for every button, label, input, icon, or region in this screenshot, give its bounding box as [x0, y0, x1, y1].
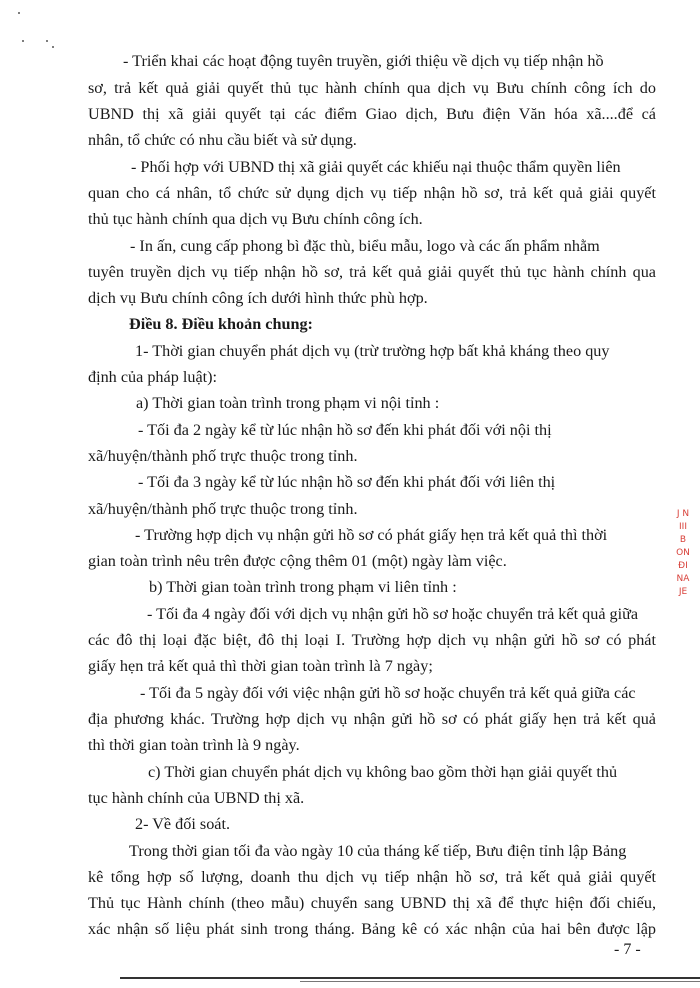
- doc-line: UBND thị xã giải quyết tại các điểm Giao dịch, Bưu điện Văn hóa xã....để cá: [88, 105, 656, 123]
- doc-line: quan cho cá nhân, tổ chức sử dụng dịch vụ tiếp nhận hồ sơ, trả kết quả giải quyết: [88, 184, 656, 202]
- stamp-text: J N: [676, 509, 690, 519]
- doc-line: - Tối đa 5 ngày đối với việc nhận gửi hồ sơ hoặc chuyển trả kết quả giữa các: [140, 684, 636, 702]
- stamp-edge: [672, 508, 694, 599]
- doc-line: - Tối đa 3 ngày kể từ lúc nhận hồ sơ đến khi phát đối với liên thị: [138, 473, 556, 491]
- doc-line: tục hành chính của UBND thị xã.: [88, 789, 305, 807]
- stamp-text: III: [679, 522, 687, 532]
- doc-line: - In ấn, cung cấp phong bì đặc thù, biểu mẫu, logo và các ấn phẩm nhằm: [130, 237, 600, 255]
- doc-line: b) Thời gian toàn trình trong phạm vi liên tỉnh :: [149, 578, 457, 596]
- doc-line: sơ, trả kết quả giải quyết thủ tục hành chính qua dịch vụ Bưu chính công ích do: [88, 79, 656, 97]
- stamp-text: ĐI: [678, 561, 688, 571]
- doc-line: - Tối đa 4 ngày đối với dịch vụ nhận gửi hồ sơ hoặc chuyển trả kết quả giữa: [147, 605, 639, 623]
- doc-line: tuyên truyền dịch vụ tiếp nhận hồ sơ, trả kết quả giải quyết thủ tục hành chính qua: [88, 263, 656, 281]
- doc-line: địa phương khác. Trường hợp dịch vụ nhận gửi hồ sơ có phát giấy hẹn trả kết quả: [88, 710, 656, 728]
- doc-line: - Phối hợp với UBND thị xã giải quyết các khiếu nại thuộc thẩm quyền liên: [131, 158, 621, 176]
- doc-line: - Triển khai các hoạt động tuyên truyền, giới thiệu về dịch vụ tiếp nhận hồ: [123, 52, 604, 70]
- doc-line: xã/huyện/thành phố trực thuộc trong tỉnh.: [88, 500, 358, 518]
- stamp-text: ON: [676, 548, 690, 558]
- doc-line: c) Thời gian chuyển phát dịch vụ không bao gồm thời hạn giải quyết thủ: [148, 763, 618, 781]
- doc-line: định của pháp luật):: [88, 368, 218, 386]
- bottom-rule: [120, 977, 700, 979]
- doc-line: xã/huyện/thành phố trực thuộc trong tỉnh.: [88, 447, 358, 465]
- bottom-rule-secondary: [300, 981, 700, 982]
- doc-line: 1- Thời gian chuyển phát dịch vụ (trừ trường hợp bất khả kháng theo quy: [135, 342, 610, 360]
- doc-line: xác nhận số liệu phát sinh trong tháng. Bảng kê có xác nhận của hai bên được lập: [88, 920, 656, 938]
- page-number: - 7 -: [614, 941, 641, 958]
- section-heading: 2- Về đối soát.: [135, 815, 231, 833]
- doc-line: Trong thời gian tối đa vào ngày 10 của tháng kế tiếp, Bưu điện tỉnh lập Bảng: [129, 842, 627, 860]
- doc-line: nhân, tổ chức có nhu cầu biết và sử dụng.: [88, 131, 357, 149]
- doc-line: a) Thời gian toàn trình trong phạm vi nội tỉnh :: [136, 394, 440, 412]
- stamp-text: JE: [678, 587, 688, 597]
- doc-line: thủ tục hành chính qua dịch vụ Bưu chính công ích.: [88, 210, 423, 228]
- doc-line: thì thời gian toàn trình là 9 ngày.: [88, 736, 300, 754]
- doc-line: - Tối đa 2 ngày kể từ lúc nhận hồ sơ đến khi phát đối với nội thị: [138, 421, 552, 439]
- doc-line: các đô thị loại đặc biệt, đô thị loại I. Trường hợp dịch vụ nhận gửi hồ sơ có phát: [88, 631, 656, 649]
- stamp-text: B: [679, 535, 687, 545]
- doc-line: kê tổng hợp số lượng, doanh thu dịch vụ tiếp nhận hồ sơ, trả kết quả giải quyết: [88, 868, 656, 886]
- doc-line: dịch vụ Bưu chính công ích dưới hình thức phù hợp.: [88, 289, 428, 307]
- stamp-text: NA: [676, 574, 690, 584]
- doc-line: Thủ tục Hành chính (theo mẫu) chuyển sang UBND thị xã để thực hiện đối chiếu,: [88, 894, 656, 912]
- doc-line: - Trường hợp dịch vụ nhận gửi hồ sơ có phát giấy hẹn trả kết quả thì thời: [135, 526, 608, 544]
- article-heading: Điều 8. Điều khoản chung:: [129, 315, 313, 333]
- doc-line: gian toàn trình nêu trên được cộng thêm 01 (một) ngày làm việc.: [88, 552, 507, 570]
- doc-line: giấy hẹn trả kết quả thì thời gian toàn trình là 7 ngày;: [88, 657, 433, 675]
